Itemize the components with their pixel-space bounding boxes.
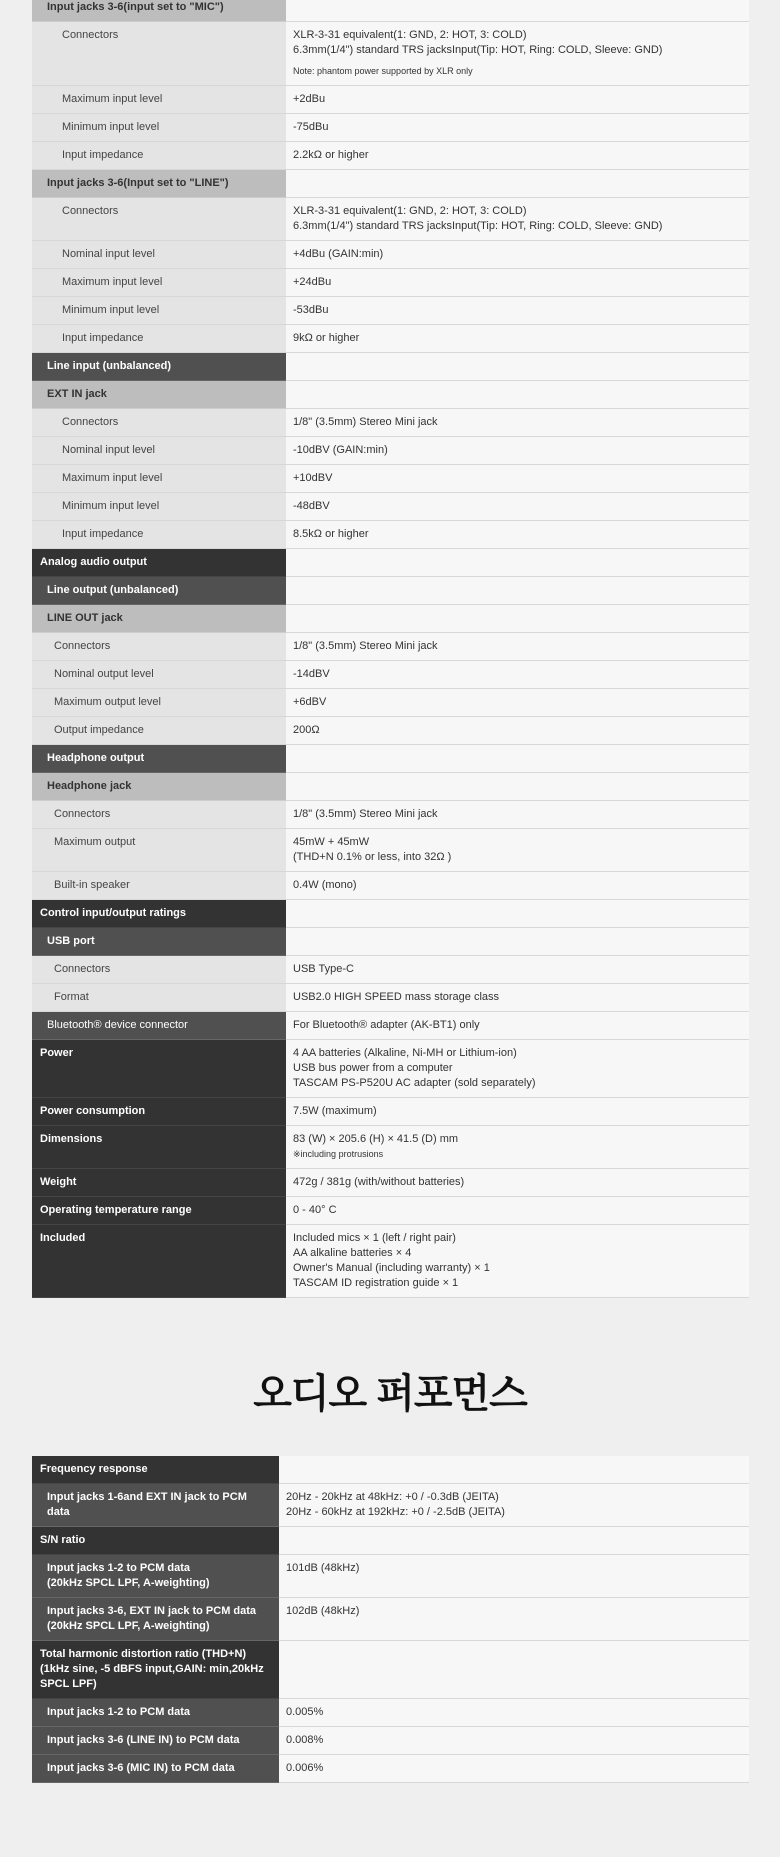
spec-value	[286, 198, 749, 241]
spec-value	[286, 745, 749, 773]
table-row	[32, 745, 749, 773]
table-row	[32, 956, 749, 984]
spec-value	[286, 269, 749, 297]
spec-label-line: Dimensions	[40, 1133, 103, 1145]
spec-label-line: Input jacks 1-6and EXT IN jack to PCM data	[47, 1491, 247, 1518]
spec-value	[286, 241, 749, 269]
spec-label-line: Connectors	[62, 205, 119, 217]
spec-value-line: -14dBV	[293, 668, 330, 680]
spec-value	[286, 661, 749, 689]
spec-label-line: Input jacks 3-6 (MIC IN) to PCM data	[47, 1762, 235, 1774]
table-row	[32, 241, 749, 269]
spec-value-line: 0.4W (mono)	[293, 879, 357, 891]
table-row	[32, 829, 749, 872]
table-row	[32, 1197, 749, 1225]
spec-value	[286, 633, 749, 661]
spec-label	[32, 1169, 286, 1197]
spec-value-line: 4 AA batteries (Alkaline, Ni-MH or Lithium-ion)	[293, 1047, 517, 1059]
spec-value-line: 7.5W (maximum)	[293, 1105, 377, 1117]
spec-label-line: Connectors	[62, 416, 119, 428]
spec-value-line: 6.3mm(1/4") standard TRS jacksInput(Tip: HOT, Ring: COLD, Sleeve: GND)	[293, 220, 663, 232]
spec-label	[32, 1484, 279, 1527]
spec-label	[32, 1456, 279, 1484]
table-row	[32, 1484, 749, 1527]
table-row	[32, 114, 749, 142]
spec-label-line: Total harmonic distortion ratio (THD+N)	[40, 1648, 247, 1660]
spec-table	[32, 0, 749, 1298]
spec-label-line: Headphone output	[47, 752, 145, 764]
table-row	[32, 353, 749, 381]
spec-label	[32, 605, 286, 633]
spec-label	[32, 1699, 279, 1727]
spec-label-line: Power consumption	[40, 1105, 146, 1117]
spec-label-line: Operating temperature range	[40, 1204, 192, 1216]
spec-label	[32, 872, 286, 900]
table-row	[32, 1527, 749, 1555]
table-row	[32, 142, 749, 170]
spec-label-line: (20kHz SPCL LPF, A-weighting)	[47, 1577, 210, 1589]
spec-value-line: -75dBu	[293, 121, 329, 133]
spec-value-line: TASCAM ID registration guide × 1	[293, 1277, 459, 1289]
spec-value	[286, 549, 749, 577]
spec-label	[32, 437, 286, 465]
table-row	[32, 0, 749, 22]
table-row	[32, 605, 749, 633]
table-row	[32, 437, 749, 465]
spec-label-line: Included	[40, 1232, 86, 1244]
spec-label-line: Line input (unbalanced)	[47, 360, 172, 372]
spec-label	[32, 465, 286, 493]
spec-label	[32, 1040, 286, 1098]
spec-value	[286, 297, 749, 325]
spec-value-line: 83 (W) × 205.6 (H) × 41.5 (D) mm	[293, 1133, 459, 1145]
spec-label-line: Input impedance	[62, 149, 144, 161]
spec-label-line: Input jacks 1-2 to PCM data	[47, 1706, 191, 1718]
spec-label-line: LINE OUT jack	[47, 612, 123, 624]
table-row	[32, 1098, 749, 1126]
spec-value	[286, 717, 749, 745]
spec-value-line: 0.006%	[286, 1762, 324, 1774]
table-row	[32, 801, 749, 829]
table-row	[32, 1456, 749, 1484]
spec-value-note: Note: phantom power supported by XLR only	[293, 66, 473, 76]
spec-value	[286, 956, 749, 984]
spec-value-line: XLR-3-31 equivalent(1: GND, 2: HOT, 3: COLD)	[293, 205, 527, 217]
spec-value	[286, 872, 749, 900]
spec-label	[32, 114, 286, 142]
table-row	[32, 928, 749, 956]
table-row	[32, 549, 749, 577]
spec-label	[32, 900, 286, 928]
spec-label	[32, 689, 286, 717]
spec-value-line: 1/8" (3.5mm) Stereo Mini jack	[293, 640, 438, 652]
spec-label	[32, 984, 286, 1012]
spec-value-line: (THD+N 0.1% or less, into 32Ω )	[293, 851, 452, 863]
spec-value	[286, 1225, 749, 1298]
spec-value-line: For Bluetooth® adapter (AK-BT1) only	[293, 1019, 480, 1031]
spec-value	[286, 801, 749, 829]
spec-value	[279, 1641, 749, 1699]
spec-value	[279, 1699, 749, 1727]
spec-label	[32, 198, 286, 241]
spec-label-line: Line output (unbalanced)	[47, 584, 179, 596]
spec-value	[286, 1197, 749, 1225]
spec-label-line: Analog audio output	[40, 556, 147, 568]
table-row	[32, 689, 749, 717]
spec-label	[32, 241, 286, 269]
spec-value	[286, 86, 749, 114]
spec-value-line: AA alkaline batteries × 4	[293, 1247, 412, 1259]
table-row	[32, 521, 749, 549]
spec-label-line: Maximum input level	[62, 93, 163, 105]
table-row	[32, 409, 749, 437]
spec-value-line: 200Ω	[293, 724, 320, 736]
spec-label	[32, 661, 286, 689]
table-row	[32, 577, 749, 605]
spec-value-line: 102dB (48kHz)	[286, 1605, 360, 1617]
spec-label	[32, 1126, 286, 1169]
spec-value	[279, 1484, 749, 1527]
spec-label-line: Connectors	[54, 640, 111, 652]
table-row	[32, 661, 749, 689]
spec-label	[32, 1197, 286, 1225]
spec-value	[286, 0, 749, 22]
spec-value	[279, 1755, 749, 1783]
spec-value	[279, 1456, 749, 1484]
spec-value-line: 2.2kΩ or higher	[293, 149, 369, 161]
table-row	[32, 984, 749, 1012]
spec-label	[32, 22, 286, 86]
spec-value-footnote: ※including protrusions	[293, 1149, 384, 1159]
spec-value	[286, 1126, 749, 1169]
spec-label	[32, 325, 286, 353]
spec-label	[32, 829, 286, 872]
table-row	[32, 1126, 749, 1169]
spec-label-line: Headphone jack	[47, 780, 132, 792]
spec-label-line: (20kHz SPCL LPF, A-weighting)	[47, 1620, 210, 1632]
spec-label	[32, 717, 286, 745]
spec-label-line: Connectors	[54, 808, 111, 820]
spec-label-line: Minimum input level	[62, 500, 160, 512]
spec-label-line: Input jacks 3-6 (LINE IN) to PCM data	[47, 1734, 240, 1746]
spec-value	[286, 437, 749, 465]
table-row	[32, 86, 749, 114]
spec-label-line: USB port	[47, 935, 95, 947]
spec-value-line: USB bus power from a computer	[293, 1062, 453, 1074]
spec-value	[286, 381, 749, 409]
spec-label	[32, 1755, 279, 1783]
spec-label	[32, 409, 286, 437]
table-row	[32, 900, 749, 928]
spec-value-line: TASCAM PS-P520U AC adapter (sold separately)	[293, 1077, 536, 1089]
spec-label	[32, 745, 286, 773]
spec-value-line: 0.008%	[286, 1734, 324, 1746]
spec-label	[32, 0, 286, 22]
spec-value	[286, 353, 749, 381]
table-row	[32, 1598, 749, 1641]
spec-label	[32, 86, 286, 114]
spec-label	[32, 1225, 286, 1298]
spec-value	[286, 689, 749, 717]
spec-value-line: +6dBV	[293, 696, 327, 708]
table-row	[32, 325, 749, 353]
spec-value	[286, 900, 749, 928]
spec-label	[32, 521, 286, 549]
spec-label	[32, 1598, 279, 1641]
audio-performance-table	[32, 1456, 749, 1783]
spec-value	[286, 493, 749, 521]
spec-value-line: 1/8" (3.5mm) Stereo Mini jack	[293, 416, 438, 428]
spec-value	[286, 928, 749, 956]
spec-value	[286, 142, 749, 170]
spec-value-line: Owner's Manual (including warranty) × 1	[293, 1262, 490, 1274]
spec-value-line: Included mics × 1 (left / right pair)	[293, 1232, 456, 1244]
spec-label-line: Power	[40, 1047, 74, 1059]
table-row	[32, 1727, 749, 1755]
table-row	[32, 1012, 749, 1040]
table-row	[32, 269, 749, 297]
spec-value-line: 6.3mm(1/4") standard TRS jacksInput(Tip: HOT, Ring: COLD, Sleeve: GND)	[293, 44, 663, 56]
spec-label-line: S/N ratio	[40, 1534, 86, 1546]
spec-label-line: Weight	[40, 1176, 77, 1188]
spec-value-line: 20Hz - 20kHz at 48kHz: +0 / -0.3dB (JEITA)	[286, 1491, 499, 1503]
spec-label-line: Nominal input level	[62, 248, 155, 260]
spec-value	[286, 114, 749, 142]
spec-label	[32, 1555, 279, 1598]
spec-value-line: 45mW + 45mW	[293, 836, 370, 848]
spec-value-line: 472g / 381g (with/without batteries)	[293, 1176, 465, 1188]
spec-label	[32, 1098, 286, 1126]
spec-value	[279, 1727, 749, 1755]
table-row	[32, 170, 749, 198]
spec-value-line: -10dBV (GAIN:min)	[293, 444, 388, 456]
spec-label	[32, 577, 286, 605]
spec-label	[32, 269, 286, 297]
spec-label-line: Input jacks 3-6(Input set to "LINE")	[47, 177, 229, 189]
table-row	[32, 297, 749, 325]
spec-value	[286, 521, 749, 549]
table-row	[32, 1641, 749, 1699]
spec-value-line: 0 - 40° C	[293, 1204, 337, 1216]
spec-label-line: Input jacks 3-6(input set to "MIC")	[47, 1, 224, 13]
spec-value	[286, 1012, 749, 1040]
spec-label	[32, 549, 286, 577]
spec-label	[32, 381, 286, 409]
table-row	[32, 717, 749, 745]
spec-label	[32, 142, 286, 170]
table-row	[32, 1040, 749, 1098]
table-row	[32, 493, 749, 521]
spec-value	[279, 1598, 749, 1641]
table-row	[32, 1555, 749, 1598]
spec-label-line: Output impedance	[54, 724, 144, 736]
spec-label	[32, 170, 286, 198]
spec-label-line: Built-in speaker	[54, 879, 130, 891]
spec-label-line: Minimum input level	[62, 121, 160, 133]
spec-label	[32, 928, 286, 956]
spec-value	[279, 1555, 749, 1598]
table-row	[32, 198, 749, 241]
spec-label-line: Minimum input level	[62, 304, 160, 316]
spec-label-line: Bluetooth® device connector	[47, 1019, 188, 1031]
spec-label	[32, 297, 286, 325]
spec-value	[286, 773, 749, 801]
spec-label-line: Input impedance	[62, 528, 144, 540]
spec-value-line: 9kΩ or higher	[293, 332, 360, 344]
spec-label-line: Connectors	[62, 29, 119, 41]
spec-label	[32, 1641, 279, 1699]
spec-value-line: +4dBu (GAIN:min)	[293, 248, 384, 260]
spec-label-line: Maximum output level	[54, 696, 161, 708]
spec-label-line: Nominal input level	[62, 444, 155, 456]
spec-value-line: -48dBV	[293, 500, 330, 512]
spec-value	[286, 409, 749, 437]
spec-value	[286, 829, 749, 872]
spec-value	[286, 22, 749, 86]
spec-label-line: Input jacks 3-6, EXT IN jack to PCM data	[47, 1605, 257, 1617]
spec-label-line: Maximum input level	[62, 472, 163, 484]
spec-label-line: Control input/output ratings	[40, 907, 187, 919]
spec-value-line: +2dBu	[293, 93, 326, 105]
spec-label-line: Input jacks 1-2 to PCM data	[47, 1562, 191, 1574]
spec-label	[32, 1012, 286, 1040]
spec-label-line: Format	[54, 991, 89, 1003]
spec-label	[32, 1727, 279, 1755]
spec-label-line: Connectors	[54, 963, 111, 975]
table-row	[32, 1699, 749, 1727]
spec-label-line: Input impedance	[62, 332, 144, 344]
spec-label	[32, 801, 286, 829]
spec-value	[286, 170, 749, 198]
spec-value	[286, 325, 749, 353]
table-row	[32, 633, 749, 661]
spec-value	[286, 465, 749, 493]
spec-value	[286, 1169, 749, 1197]
spec-value-line: 0.005%	[286, 1706, 324, 1718]
spec-label-line: Nominal output level	[54, 668, 154, 680]
table-row	[32, 22, 749, 86]
spec-value-line: 20Hz - 60kHz at 192kHz: +0 / -2.5dB (JEITA)	[286, 1506, 505, 1518]
spec-value-line: XLR-3-31 equivalent(1: GND, 2: HOT, 3: COLD)	[293, 29, 527, 41]
spec-label	[32, 956, 286, 984]
spec-value-line: USB Type-C	[293, 963, 354, 975]
spec-label-line: Maximum input level	[62, 276, 163, 288]
spec-label	[32, 353, 286, 381]
spec-value-line: 101dB (48kHz)	[286, 1562, 360, 1574]
table-row	[32, 773, 749, 801]
spec-label-line: Maximum output	[54, 836, 136, 848]
spec-value	[286, 605, 749, 633]
spec-value-line: +24dBu	[293, 276, 332, 288]
spec-label-line: Frequency response	[40, 1463, 148, 1475]
spec-value-line: 1/8" (3.5mm) Stereo Mini jack	[293, 808, 438, 820]
spec-value-line: -53dBu	[293, 304, 329, 316]
table-row	[32, 872, 749, 900]
spec-value	[286, 984, 749, 1012]
spec-value-line: USB2.0 HIGH SPEED mass storage class	[293, 991, 500, 1003]
spec-label	[32, 773, 286, 801]
spec-value-line: 8.5kΩ or higher	[293, 528, 369, 540]
table-row	[32, 1755, 749, 1783]
spec-value	[286, 1098, 749, 1126]
table-row	[32, 381, 749, 409]
spec-value	[286, 577, 749, 605]
spec-value	[286, 1040, 749, 1098]
spec-label-line: (1kHz sine, -5 dBFS input,GAIN: min,20kHz SPCL LPF)	[40, 1663, 264, 1690]
spec-value-line: +10dBV	[293, 472, 333, 484]
spec-label-line: EXT IN jack	[47, 388, 107, 400]
table-row	[32, 1225, 749, 1298]
table-row	[32, 1169, 749, 1197]
table-row	[32, 465, 749, 493]
spec-value	[279, 1527, 749, 1555]
audio-performance-heading: 오디오 퍼포먼스	[253, 1372, 527, 1416]
spec-label	[32, 633, 286, 661]
spec-label	[32, 493, 286, 521]
spec-label	[32, 1527, 279, 1555]
